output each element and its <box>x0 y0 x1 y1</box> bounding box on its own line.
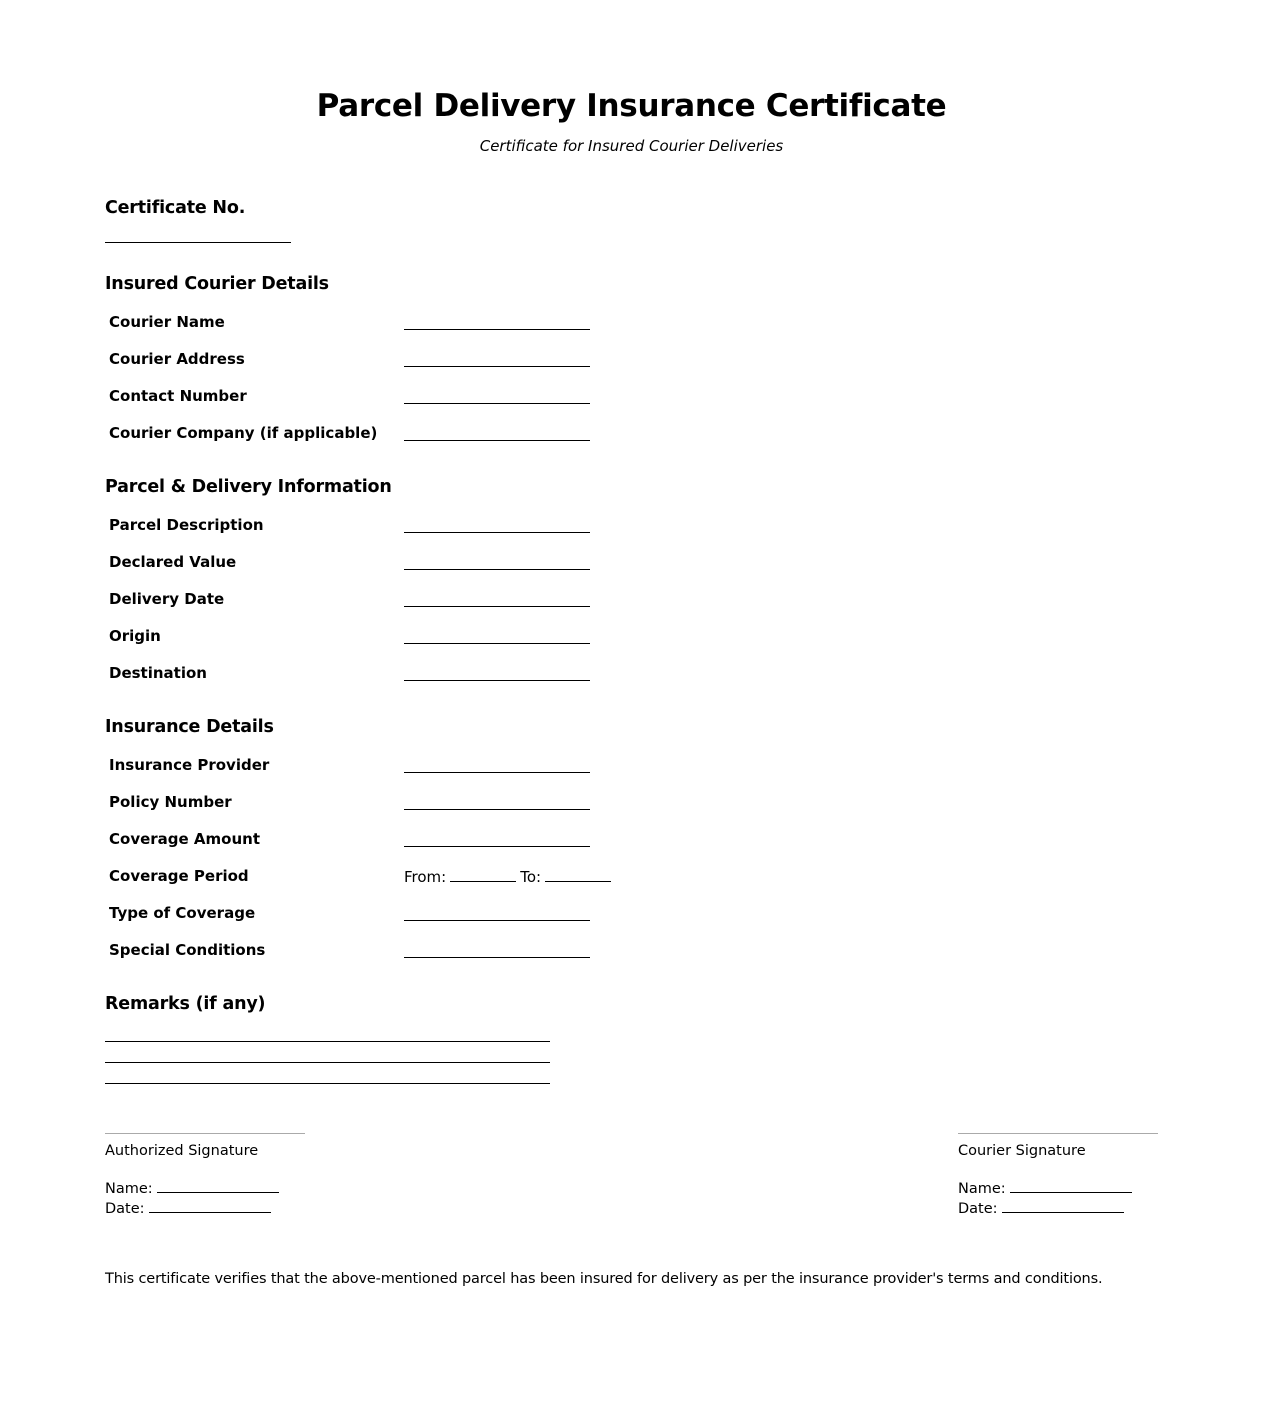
field-label: Coverage Amount <box>109 830 260 848</box>
authorized-signature-line[interactable] <box>105 1133 305 1134</box>
courier-name-blank[interactable] <box>1010 1179 1132 1193</box>
field-coverage-amount <box>109 830 709 850</box>
field-courier-name <box>109 313 709 333</box>
section-heading-remarks: Remarks (if any) <box>105 994 266 1014</box>
date-label: Date: <box>958 1201 998 1217</box>
certificate-number-field[interactable] <box>105 242 291 243</box>
to-label: To: <box>520 868 542 886</box>
section-heading-insurance-details: Insurance Details <box>105 717 274 737</box>
destination-blank[interactable] <box>404 680 590 681</box>
courier-date-field <box>958 1199 1158 1219</box>
field-delivery-date <box>109 590 709 610</box>
field-label: Delivery Date <box>109 590 225 608</box>
date-label: Date: <box>105 1201 145 1217</box>
authorized-name-blank[interactable] <box>157 1179 279 1193</box>
parcel-description-blank[interactable] <box>404 532 590 533</box>
delivery-date-blank[interactable] <box>404 606 590 607</box>
field-origin <box>109 627 709 647</box>
field-label: Type of Coverage <box>109 904 256 922</box>
field-label: Destination <box>109 664 207 682</box>
policy-number-blank[interactable] <box>404 809 590 810</box>
courier-address-blank[interactable] <box>404 366 590 367</box>
field-courier-address <box>109 350 709 370</box>
coverage-from-blank[interactable] <box>450 867 516 882</box>
authorized-signature-block <box>105 1133 305 1219</box>
coverage-to-blank[interactable] <box>545 867 611 882</box>
courier-signature-label: Courier Signature <box>958 1143 1086 1159</box>
courier-signature-line[interactable] <box>958 1133 1158 1134</box>
courier-name-blank[interactable] <box>404 329 590 330</box>
authorized-signature-label: Authorized Signature <box>105 1143 259 1159</box>
document-subtitle: Certificate for Insured Courier Deliveries <box>479 137 784 155</box>
from-label: From: <box>404 868 447 886</box>
courier-signature-block <box>958 1133 1158 1219</box>
section-heading-courier-details: Insured Courier Details <box>105 274 329 294</box>
remarks-line-2[interactable] <box>105 1062 550 1063</box>
courier-name-field <box>958 1179 1158 1199</box>
field-label: Parcel Description <box>109 516 264 534</box>
field-label: Courier Address <box>109 350 245 368</box>
field-label: Declared Value <box>109 553 237 571</box>
field-destination <box>109 664 709 684</box>
field-contact-number <box>109 387 709 407</box>
field-parcel-description <box>109 516 709 536</box>
field-label: Insurance Provider <box>109 756 270 774</box>
coverage-amount-blank[interactable] <box>404 846 590 847</box>
field-label: Policy Number <box>109 793 232 811</box>
field-declared-value <box>109 553 709 573</box>
type-of-coverage-blank[interactable] <box>404 920 590 921</box>
authorized-date-field <box>105 1199 305 1219</box>
contact-number-blank[interactable] <box>404 403 590 404</box>
name-label: Name: <box>105 1181 153 1197</box>
field-type-of-coverage <box>109 904 709 924</box>
field-label: Courier Company (if applicable) <box>109 424 378 442</box>
authorized-date-blank[interactable] <box>149 1199 271 1213</box>
field-coverage-period <box>109 867 709 887</box>
field-courier-company <box>109 424 709 444</box>
field-label: Contact Number <box>109 387 247 405</box>
field-label: Special Conditions <box>109 941 266 959</box>
remarks-line-1[interactable] <box>105 1041 550 1042</box>
field-label: Origin <box>109 627 161 645</box>
origin-blank[interactable] <box>404 643 590 644</box>
authorized-name-field <box>105 1179 305 1199</box>
remarks-line-3[interactable] <box>105 1083 550 1084</box>
field-label: Courier Name <box>109 313 225 331</box>
special-conditions-blank[interactable] <box>404 957 590 958</box>
field-insurance-provider <box>109 756 709 776</box>
field-policy-number <box>109 793 709 813</box>
certificate-number-label: Certificate No. <box>105 198 246 218</box>
field-special-conditions <box>109 941 709 961</box>
field-label: Coverage Period <box>109 867 249 885</box>
certificate-footer-note: This certificate verifies that the above-mentioned parcel has been insured for delivery as per the insurance provider's terms and conditions. <box>105 1271 1103 1287</box>
document-title: Parcel Delivery Insurance Certificate <box>316 88 947 124</box>
section-heading-parcel-info: Parcel & Delivery Information <box>105 477 392 497</box>
coverage-period-range <box>404 867 615 886</box>
declared-value-blank[interactable] <box>404 569 590 570</box>
courier-date-blank[interactable] <box>1002 1199 1124 1213</box>
name-label: Name: <box>958 1181 1006 1197</box>
insurance-provider-blank[interactable] <box>404 772 590 773</box>
courier-company-blank[interactable] <box>404 440 590 441</box>
